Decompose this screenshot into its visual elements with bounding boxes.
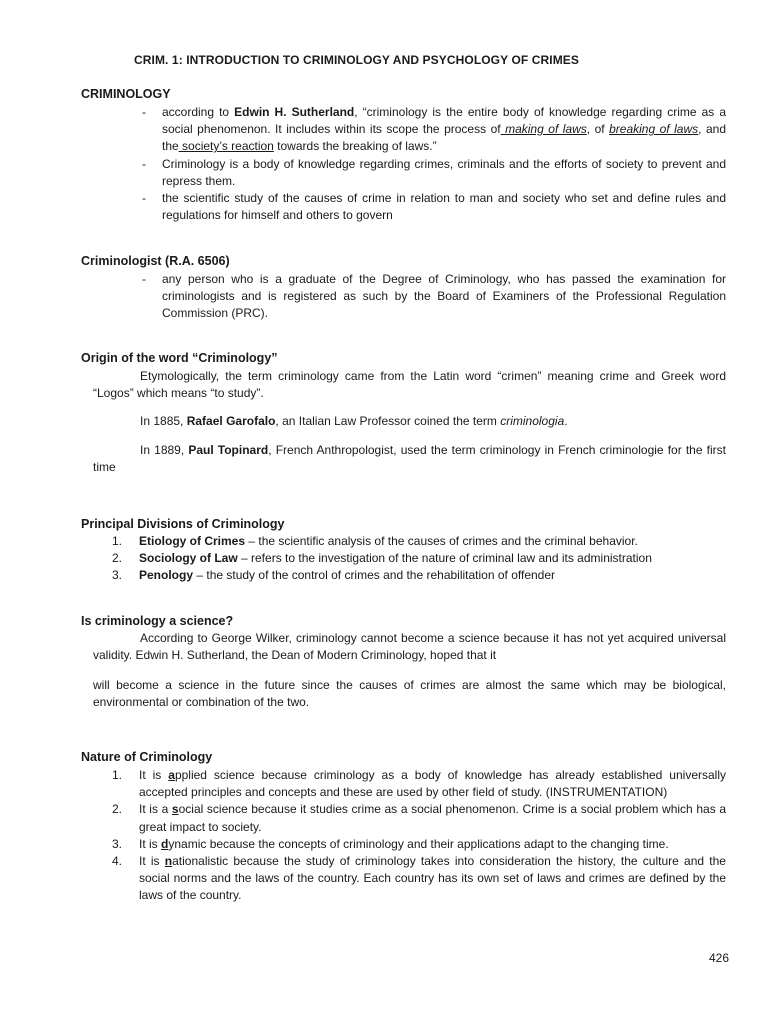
term: Penology xyxy=(139,568,194,583)
underlined-term: society’s reaction xyxy=(178,139,274,154)
item-number: 4. xyxy=(112,854,123,869)
divisions-list xyxy=(112,533,726,585)
text: – refers to the investigation of the nature of criminal law and its administration xyxy=(237,551,652,566)
text: It is a xyxy=(139,802,172,817)
nature-list xyxy=(112,767,726,905)
key-letter: d xyxy=(161,836,169,851)
list-item xyxy=(112,767,726,801)
text: ationalistic because the study of criminology takes into consideration the history, the culture and the social norms and the laws of the country. Each country has its own set of laws and crimes are defined by the laws of the country. xyxy=(139,854,726,903)
item-number: 3. xyxy=(112,836,123,851)
text: – the study of the control of crimes and the rehabilitation of offender xyxy=(193,568,556,583)
text: Etymologically, the term criminology came from the Latin word “crimen” meaning crime and Greek word “Logos” which means “to study”. xyxy=(93,369,726,401)
item-number: 2. xyxy=(112,802,123,817)
key-letter: a xyxy=(168,768,175,782)
text: According to George Wilker, criminology cannot become a science because it has not yet acquired universal validity. Edwin H. Sutherland, the Dean of Modern Criminology, hoped that it xyxy=(93,631,726,663)
list-item xyxy=(112,853,726,905)
list-item xyxy=(112,533,726,550)
list-item: - the scientific study of the causes of crime in relation to man and society who set and define rules and regulations for himself and others to govern xyxy=(142,190,726,224)
text: It is xyxy=(139,768,169,782)
list-item: - any person who is a graduate of the Degree of Criminology, who has passed the examination for criminologists and is registered as such by the Board of Examiners of the Professional Regulation Commission (PRC). xyxy=(142,271,726,323)
list-item: - Criminology is a body of knowledge regarding crimes, criminals and the efforts of society to prevent and repress them. xyxy=(142,156,726,190)
person-name: Rafael Garofalo xyxy=(186,414,276,428)
page-number: 426 xyxy=(709,951,730,965)
item-number: 1. xyxy=(112,768,123,782)
text: , French Anthropologist, used the term criminology in French criminologie for the first time xyxy=(93,443,726,475)
text: In 1889, xyxy=(140,443,189,457)
list-item xyxy=(142,104,726,156)
section-heading-origin: Origin of the word “Criminology” xyxy=(81,351,278,365)
term: Etiology of Crimes xyxy=(139,534,246,548)
section-heading-criminology: CRIMINOLOGY xyxy=(81,87,171,101)
text: , an Italian Law Professor coined the term xyxy=(275,414,501,428)
item-number: 1. xyxy=(112,534,123,548)
key-letter: s xyxy=(171,802,179,817)
underlined-term: breaking of laws xyxy=(609,122,699,137)
text: It is xyxy=(139,836,162,851)
text: . xyxy=(564,414,568,428)
section-heading-criminologist: Criminologist (R.A. 6506) xyxy=(81,254,230,268)
origin-paragraph-3 xyxy=(93,442,726,476)
science-paragraph-1 xyxy=(93,630,726,664)
text: towards the breaking of laws.” xyxy=(273,139,437,154)
item-number: 3. xyxy=(112,568,123,583)
criminologist-definition-list xyxy=(142,271,726,323)
term: Sociology of Law xyxy=(139,551,238,566)
text: , and the xyxy=(162,122,726,154)
text: , “criminology is the entire body of knowledge regarding crime as a social phenomenon. It includes within its scope the process of xyxy=(162,105,727,137)
list-item xyxy=(112,801,726,835)
science-paragraph-2: will become a science in the future since the causes of crimes are almost the same which may be biological, environmental or combination of the two. xyxy=(93,678,726,710)
text: ocial science because it studies crime as a social phenomenon. Crime is a social problem which has a great impact to society. xyxy=(139,802,726,834)
key-letter: n xyxy=(164,854,173,869)
criminology-definitions-list xyxy=(142,104,726,224)
text: – the scientific analysis of the causes of crimes and the criminal behavior. xyxy=(245,534,638,548)
text: In 1885, xyxy=(140,414,187,428)
person-name: Edwin H. Sutherland xyxy=(234,105,355,119)
text: It is xyxy=(139,854,165,869)
list-item xyxy=(112,550,726,567)
person-name: Paul Topinard xyxy=(188,443,269,457)
text: ynamic because the concepts of criminology and their applications adapt to the changing time. xyxy=(168,836,669,851)
document-title: CRIM. 1: INTRODUCTION TO CRIMINOLOGY AND PSYCHOLOGY OF CRIMES xyxy=(134,53,580,67)
section-heading-science: Is criminology a science? xyxy=(81,614,234,628)
list-item xyxy=(112,567,726,584)
text: according to xyxy=(162,105,235,119)
origin-paragraph-1 xyxy=(93,368,726,402)
section-heading-divisions: Principal Divisions of Criminology xyxy=(81,517,285,531)
term: criminologia xyxy=(500,414,565,428)
text: pplied science because criminology as a body of knowledge has already established universally accepted principles and concepts and these are used by other field of study. (INSTRUMENTATION) xyxy=(139,768,726,800)
text: , of xyxy=(586,122,610,137)
item-number: 2. xyxy=(112,551,123,566)
origin-paragraph-2 xyxy=(93,413,726,430)
list-item xyxy=(112,836,726,853)
underlined-term: making of laws xyxy=(500,122,587,137)
section-heading-nature: Nature of Criminology xyxy=(81,750,213,764)
